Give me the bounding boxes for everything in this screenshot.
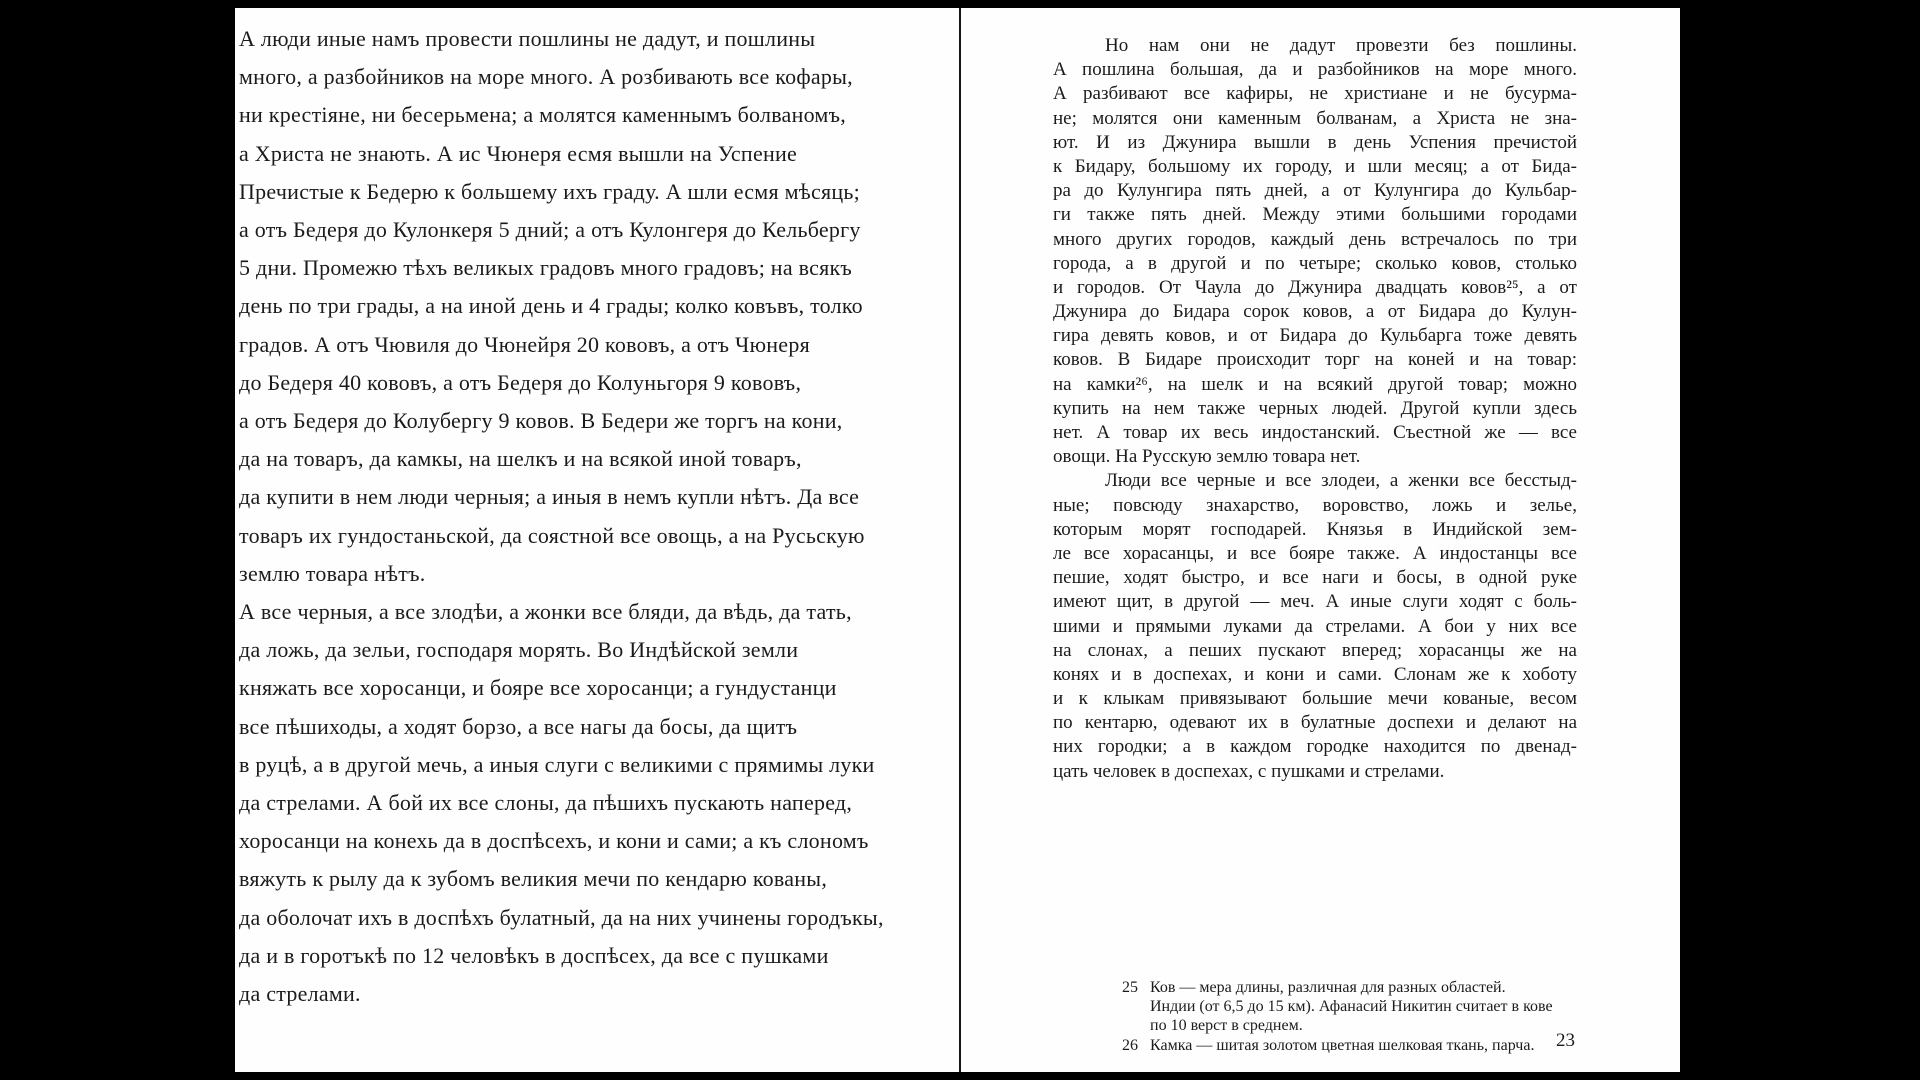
old-russian-line: товаръ их гундостаньской, да соястной все овощь, а на Русьскую (239, 522, 865, 548)
translation-line: имеют щит, в другой — меч. А иные слуги ходят с боль- (1053, 591, 1577, 613)
old-russian-line: да купити в нем люди черныя; а иныя в немъ купли нѣтъ. Да все (239, 484, 860, 510)
translation-line: на камки²⁶, на шелк и на всякий другой товар; можно (1053, 373, 1577, 395)
old-russian-line: 5 дни. Промежю тѣхъ великых градовъ много градовъ; на всякъ (239, 255, 853, 281)
translation-line: цать человек в доспехах, с пушками и стрелами. (1053, 760, 1445, 782)
old-russian-line: да стрелами. А бой их все слоны, да пѣшихъ пускають наперед, (239, 790, 853, 816)
translation-line: ги также пять дней. Между этими большими городами (1053, 204, 1577, 226)
old-russian-line: до Бедеря 40 кововъ, а отъ Бедеря до Колуньгоря 9 кововъ, (239, 369, 802, 395)
old-russian-line: вяжуть к рылу да к зубомъ великия мечи по кендарю кованы, (239, 866, 828, 892)
old-russian-line: а отъ Бедеря до Колубергу 9 ковов. В Бедери же торгъ на кони, (239, 408, 843, 434)
old-russian-line: Пречистые к Бедерю к большему ихъ граду. А шли есмя мѣсяць; (239, 178, 860, 204)
translation-line: пешие, ходят быстро, и все наги и босы, в одной руке (1053, 567, 1577, 589)
old-russian-line: много, а разбойников на море много. А розбивають все кофары, (239, 64, 853, 90)
old-russian-line: хоросанци на конехь да в доспѣсехъ, и кони и сами; а къ слономъ (239, 828, 869, 854)
old-russian-line: все пѣшиходы, а ходят борзо, а все нагы да босы, да щитъ (239, 713, 798, 739)
translation-line: ле все хорасанцы, и все бояре также. А индостанцы все (1053, 542, 1577, 564)
old-russian-line: землю товара нѣтъ. (239, 560, 426, 586)
footnote (1122, 1036, 1597, 1055)
translation-line: города, а в другой и по четыре; сколько ковов, столько (1053, 252, 1577, 274)
translation-line: них городки; а в каждом городке находится по двенад- (1053, 736, 1577, 758)
footnote-text (1150, 978, 1553, 1036)
page-divider-rule (959, 8, 961, 1072)
old-russian-line: а Христа не знають. А ис Чюнеря есмя вышли на Успение (239, 140, 798, 166)
translation-line: А разбивают все кафиры, не христиане и не бусурма- (1053, 83, 1577, 105)
footnote-line: по 10 верст в среднем. (1150, 1017, 1303, 1035)
footnote-line: Камка — шитая золотом цветная шелковая ткань, парча. (1150, 1036, 1535, 1054)
footnote-text (1150, 1036, 1534, 1055)
translation-line: А пошлина большая, да и разбойников на море много. (1053, 59, 1577, 81)
old-russian-line: градов. А отъ Чювиля до Чюнейря 20 кововъ, а отъ Чюнеря (239, 331, 810, 357)
old-russian-line: в руцѣ, а в другой мечь, а иныя слуги с великими с прямимы луки (239, 751, 875, 777)
old-russian-line: да и в горотъкѣ по 12 человѣкъ в доспѣсех, да все с пушками (239, 942, 829, 968)
footnote-number: 26 (1122, 1036, 1138, 1054)
old-russian-line: ни крестіяне, ни бесерьмена; а молятся каменнымъ болваномъ, (239, 102, 846, 128)
translation-line: гира девять ковов, и от Бидара до Кульбарга тоже девять (1053, 325, 1577, 347)
translation-line: на слонах, а пеших пускают вперед; хорасанцы же на (1053, 639, 1577, 661)
translation-line: шими и прямыми луками да стрелами. А бои у них все (1053, 615, 1577, 637)
translation-line: и к клыкам привязывают большие мечи кованые, весом (1053, 688, 1577, 710)
translation-line: Джунира до Бидара сорок ковов, а от Бидара до Кулун- (1053, 301, 1577, 323)
translation-line: купить на нем также черных людей. Другой купли здесь (1053, 397, 1577, 419)
footnotes-block (1122, 978, 1597, 1055)
translation-line: овощи. На Русскую землю товара нет. (1053, 446, 1361, 468)
footnote (1122, 978, 1597, 1036)
translation-line: конях и в доспехах, и кони и сами. Слонам же к хоботу (1053, 663, 1577, 685)
page-number: 23 (1556, 1030, 1575, 1051)
old-russian-line: А люди иные намъ провести пошлины не дадут, и пошлины (239, 26, 816, 51)
book-spread (235, 8, 1680, 1072)
translation-line: много других городов, каждый день встречалось по три (1053, 228, 1577, 250)
translation-line: не; молятся они каменным болванам, а Христа не зна- (1053, 107, 1577, 129)
old-russian-line: день по три грады, а на иной день и 4 грады; колко ковъвъ, толко (239, 293, 863, 319)
old-russian-line: да стрелами. (239, 981, 361, 1007)
translation-line: ные; повсюду знахарство, воровство, ложь и зелье, (1053, 494, 1577, 516)
old-russian-line: да на товаръ, да камкы, на шелкъ и на всякой иной товаръ, (239, 446, 802, 472)
old-russian-line: А все черныя, а все злодѣи, а жонки все бляди, да вѣдь, да тать, (239, 599, 852, 625)
translation-line: ют. И из Джунира вышли в день Успения пречистой (1053, 131, 1577, 153)
footnote-number: 25 (1122, 979, 1138, 996)
translation-line: нет. А товар их весь индостанский. Съестной же — все (1053, 422, 1577, 443)
right-page-text (1053, 34, 1577, 784)
translation-line: по кентарю, одевают их в булатные доспехи и делают на (1053, 712, 1577, 734)
old-russian-line: княжать все хоросанци, и бояре все хоросанци; а гундустанци (239, 675, 837, 701)
translation-line: к Бидару, большому их городу, и шли месяц; а от Бида- (1053, 155, 1577, 177)
old-russian-line: а отъ Бедеря до Кулонкеря 5 дний; а отъ Кулонгеря до Кельбергу (239, 217, 861, 243)
left-page-text (239, 20, 884, 1013)
old-russian-line: да оболочат ихъ в доспѣхъ булатный, да на них учинены городъкы, (239, 904, 884, 930)
footnote-line: Ков — мера длины, различная для разных областей. (1150, 979, 1506, 996)
translation-line: и городов. От Чаула до Джунира двадцать ковов²⁵, а от (1053, 276, 1577, 298)
translation-line: ра до Кулунгира пять дней, а от Кулунгира до Кульбар- (1053, 180, 1577, 202)
footnote-line: Индии (от 6,5 до 15 км). Афанасий Никитин считает в кове (1150, 998, 1553, 1016)
translation-line: которым морят господарей. Князья в Индийской зем- (1053, 518, 1577, 540)
translation-line: Люди все черные и все злодеи, а женки все бесстыд- (1105, 470, 1577, 492)
translation-line: ковов. В Бидаре происходит торг на коней и на товар: (1053, 349, 1577, 371)
old-russian-line: да ложь, да зельи, господаря морять. Во Индѣйской земли (239, 637, 799, 663)
translation-line: Но нам они не дадут провезти без пошлины. (1105, 35, 1577, 56)
